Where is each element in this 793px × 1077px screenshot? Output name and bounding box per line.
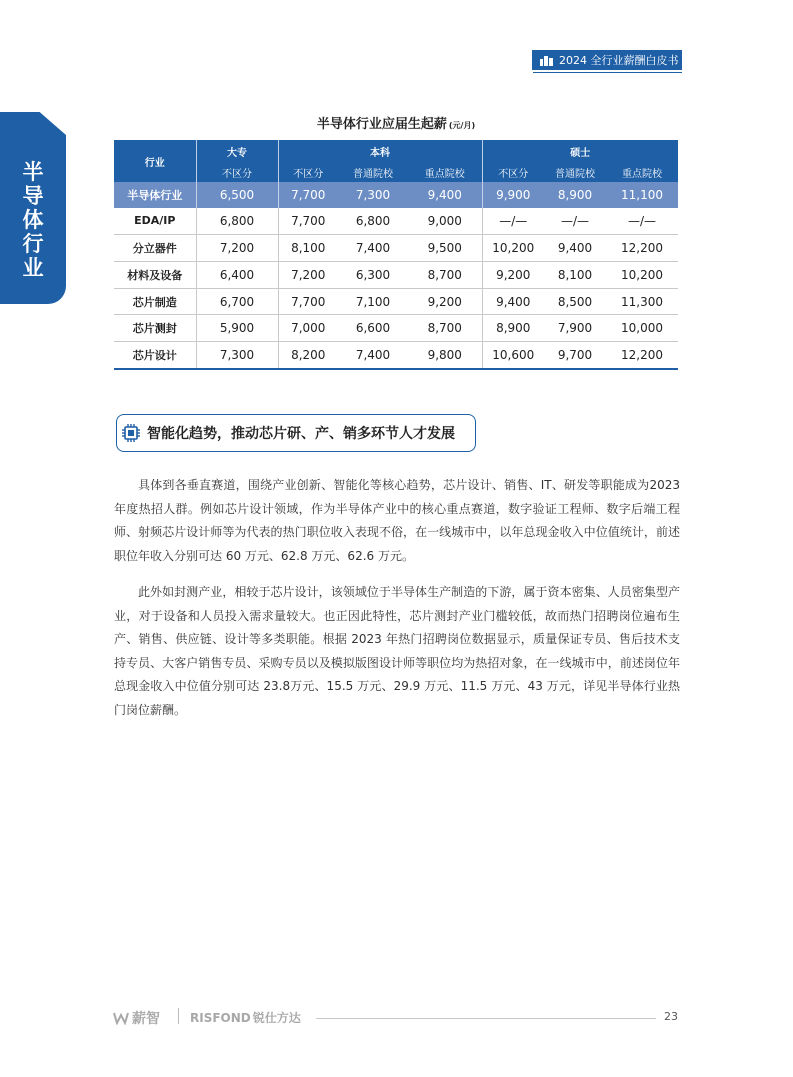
subheader: 重点院校 — [606, 162, 678, 182]
header-divider — [533, 72, 682, 73]
cell: 6,400 — [196, 261, 278, 288]
side-tab-char: 体 — [22, 208, 44, 232]
row-name: 芯片测封 — [114, 315, 196, 342]
cell: 6,500 — [196, 182, 278, 208]
header-group-benke: 本科 — [278, 140, 482, 162]
xinzhi-logo-icon — [113, 1011, 129, 1025]
header-industry: 行业 — [114, 140, 196, 182]
cell: 7,100 — [338, 288, 408, 315]
cell: 9,800 — [408, 342, 482, 369]
cell: —/— — [482, 208, 544, 234]
row-name: 芯片制造 — [114, 288, 196, 315]
subheader: 不区分 — [278, 162, 338, 182]
table-unit: (元/月) — [448, 121, 476, 130]
row-name: 材料及设备 — [114, 261, 196, 288]
cell: 7,000 — [278, 315, 338, 342]
cell: 6,600 — [338, 315, 408, 342]
cell: 6,800 — [196, 208, 278, 234]
cell: 7,400 — [338, 234, 408, 261]
cell: 6,700 — [196, 288, 278, 315]
cell: —/— — [544, 208, 606, 234]
footer-rule — [316, 1018, 656, 1019]
cell: 7,900 — [544, 315, 606, 342]
cell: 11,300 — [606, 288, 678, 315]
cell: 10,600 — [482, 342, 544, 369]
side-tab-char: 行 — [22, 232, 44, 256]
cell: 8,500 — [544, 288, 606, 315]
header-badge-text: 2024 全行业薪酬白皮书 — [559, 54, 679, 67]
subheader: 普通院校 — [338, 162, 408, 182]
table-title — [114, 113, 678, 132]
paragraph — [114, 581, 680, 722]
cell: 7,700 — [278, 208, 338, 234]
header-badge — [532, 50, 682, 70]
row-name: EDA/IP — [114, 208, 196, 234]
cell: 7,700 — [278, 288, 338, 315]
cell: 10,200 — [482, 234, 544, 261]
cell: 7,300 — [338, 182, 408, 208]
cell: 9,900 — [482, 182, 544, 208]
cell: 9,700 — [544, 342, 606, 369]
building-icon — [540, 55, 553, 66]
cell: 9,400 — [544, 234, 606, 261]
cell: 5,900 — [196, 315, 278, 342]
cell: 11,100 — [606, 182, 678, 208]
paragraph-text: 具体到各垂直赛道，围绕产业创新、智能化等核心趋势，芯片设计、销售、IT、研发等职能成为2023年度热招人群。例如芯片设计领域，作为半导体产业中的核心重点赛道，数字验证工程师、数字后端工程师、射频芯片设计师等为代表的热门职位收入表现不俗，在一线城市中，以年总现金收入中位值统计，前述职位年收入分别可达 60 万元、62.8 万元、62.6 万元。 — [114, 478, 680, 563]
side-tab-char: 业 — [22, 256, 44, 280]
cell: 8,200 — [278, 342, 338, 369]
footer-logo-risfond — [190, 1009, 301, 1026]
table-title-text: 半导体行业应届生起薪 — [316, 117, 447, 132]
cell: 9,500 — [408, 234, 482, 261]
table-row — [114, 288, 678, 315]
footer-logo2-cn: 锐仕方达 — [252, 1011, 301, 1025]
cell: 9,400 — [482, 288, 544, 315]
cell: 9,200 — [482, 261, 544, 288]
table-row — [114, 261, 678, 288]
paragraph — [114, 474, 680, 568]
footer-logo1-text: 薪智 — [132, 1011, 160, 1027]
cell: 9,400 — [408, 182, 482, 208]
cell: 7,300 — [196, 342, 278, 369]
cell: 7,200 — [196, 234, 278, 261]
cell: 8,100 — [278, 234, 338, 261]
subheader: 重点院校 — [408, 162, 482, 182]
cell: 12,200 — [606, 234, 678, 261]
cell: 6,300 — [338, 261, 408, 288]
section-title: 智能化趋势，推动芯片研、产、销多环节人才发展 — [147, 426, 455, 442]
side-tab-char: 半 — [22, 160, 44, 184]
side-tab-char: 导 — [22, 184, 44, 208]
cell: 8,700 — [408, 315, 482, 342]
subheader: 不区分 — [196, 162, 278, 182]
salary-table — [114, 140, 678, 370]
subheader: 不区分 — [482, 162, 544, 182]
cell: 7,700 — [278, 182, 338, 208]
row-name: 芯片设计 — [114, 342, 196, 369]
header-group-shuoshi: 硕士 — [482, 140, 678, 162]
cell: —/— — [606, 208, 678, 234]
footer-logo-xinzhi — [113, 1008, 160, 1028]
row-name: 分立器件 — [114, 234, 196, 261]
section-heading — [116, 414, 476, 452]
cell: 6,800 — [338, 208, 408, 234]
side-tab-label — [18, 160, 48, 280]
table-row — [114, 315, 678, 342]
table-row — [114, 208, 678, 234]
row-name: 半导体行业 — [114, 182, 196, 208]
cell: 8,900 — [544, 182, 606, 208]
table-row — [114, 234, 678, 261]
subheader: 普通院校 — [544, 162, 606, 182]
cell: 10,200 — [606, 261, 678, 288]
cell: 9,000 — [408, 208, 482, 234]
chip-icon — [121, 423, 141, 443]
table-row — [114, 182, 678, 208]
footer-logo2-en: RISFOND — [190, 1011, 251, 1025]
page-number: 23 — [664, 1010, 678, 1023]
header-group-dazhuan: 大专 — [196, 140, 278, 162]
cell: 9,200 — [408, 288, 482, 315]
cell: 12,200 — [606, 342, 678, 369]
cell: 8,100 — [544, 261, 606, 288]
cell: 7,400 — [338, 342, 408, 369]
cell: 7,200 — [278, 261, 338, 288]
table-row — [114, 342, 678, 369]
footer-separator — [178, 1008, 179, 1024]
cell: 10,000 — [606, 315, 678, 342]
paragraph-text: 此外如封测产业，相较于芯片设计，该领域位于半导体生产制造的下游，属于资本密集、人员密集型产业，对于设备和人员投入需求量较大。也正因此特性，芯片测封产业门槛较低，故而热门招聘岗位遍布生产、销售、供应链、设计等多类职能。根据 2023 年热门招聘岗位数据显示，质量保证专员、售后技术支持专员、大客户销售专员、采购专员以及模拟版图设计师等职位均为热招对象，在一线城市中，前述岗位年总现金收入中位值分别可达 23.8万元、15.5 万元、29.9 万元、11.5 万元、43 万元，详见半导体行业热门岗位薪酬。 — [114, 585, 681, 717]
cell: 8,700 — [408, 261, 482, 288]
cell: 8,900 — [482, 315, 544, 342]
